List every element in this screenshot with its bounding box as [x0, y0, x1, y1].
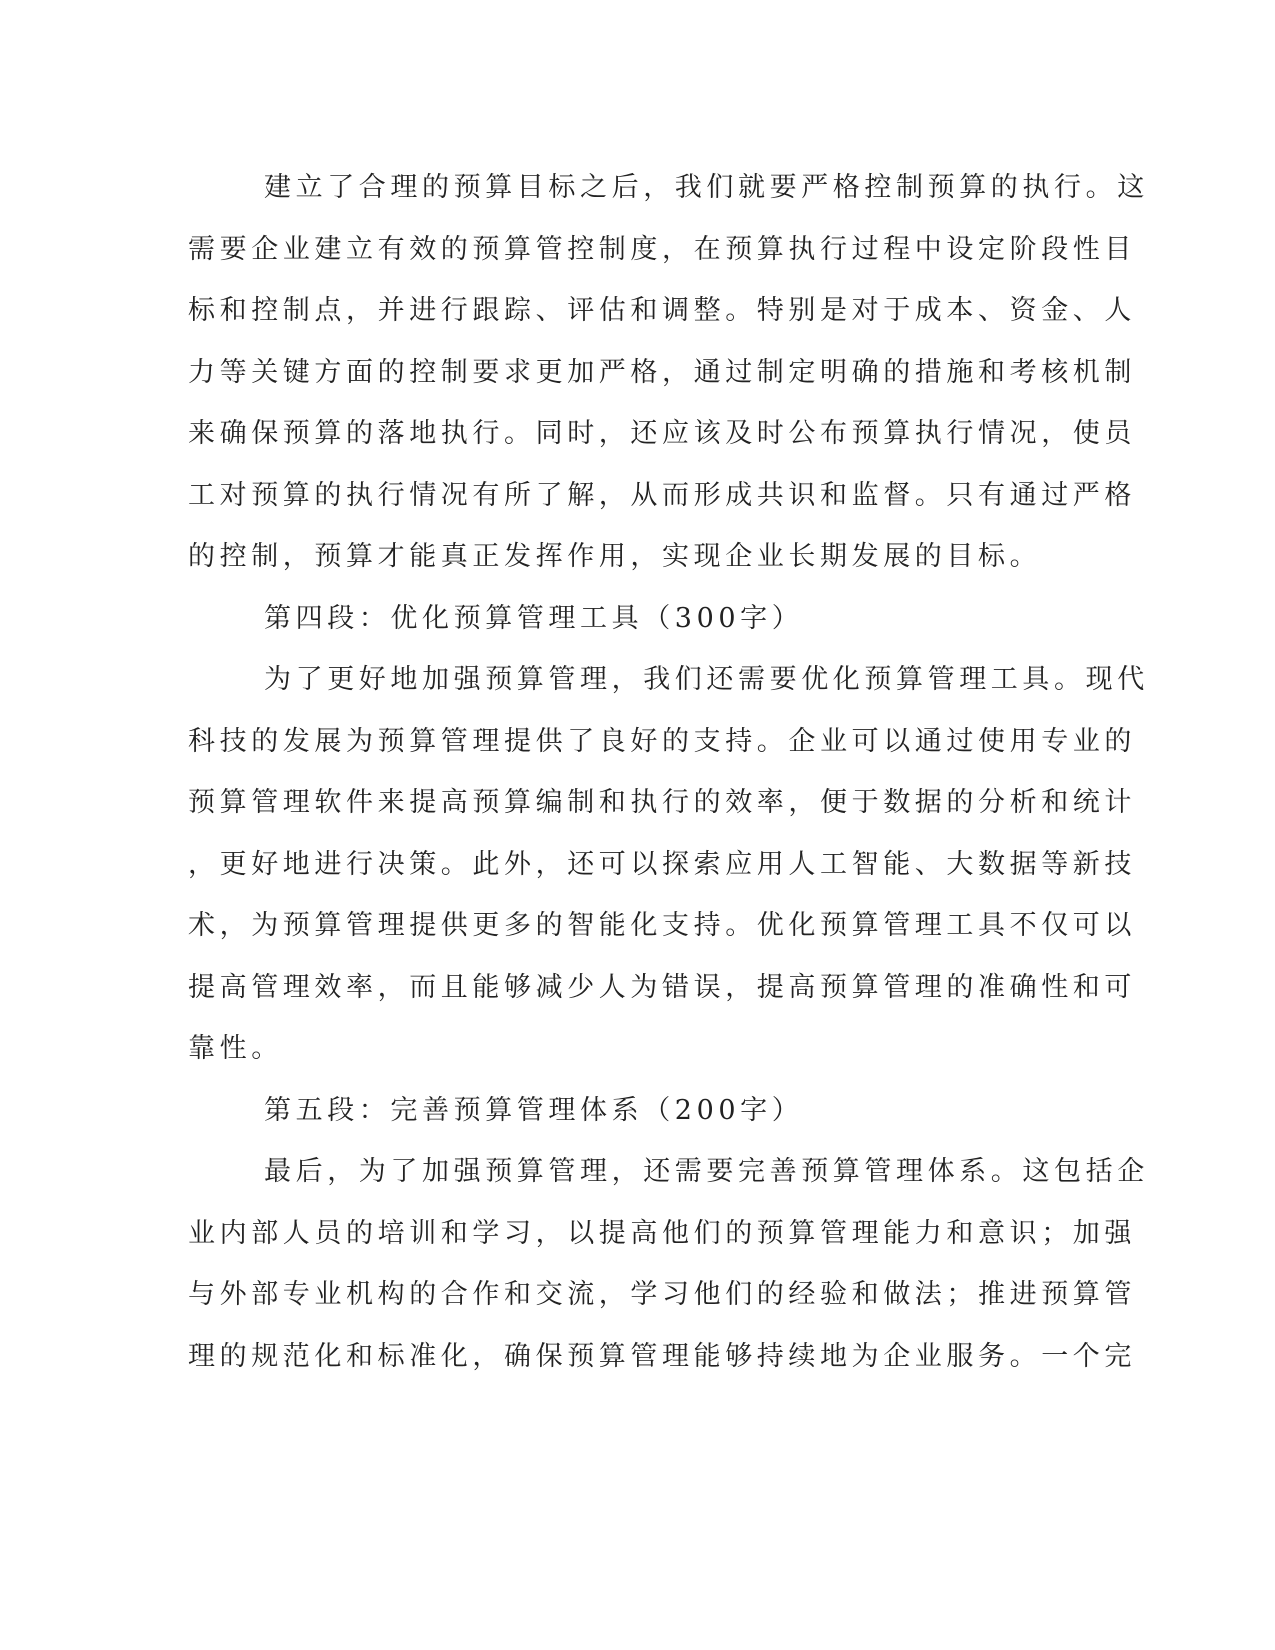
- document-body: [188, 157, 1149, 1387]
- paragraph-line: 预算管理软件来提高预算编制和执行的效率，便于数据的分析和统计: [188, 787, 1136, 818]
- paragraph-line: 最后，为了加强预算管理，还需要完善预算管理体系。这包括企: [264, 1156, 1149, 1187]
- paragraph-line: 与外部专业机构的合作和交流，学习他们的经验和做法；推进预算管: [188, 1279, 1136, 1310]
- paragraph-line: 靠性。: [188, 1033, 283, 1064]
- paragraph-line: 来确保预算的落地执行。同时，还应该及时公布预算执行情况，使员: [188, 418, 1136, 449]
- paragraph-line: 业内部人员的培训和学习，以提高他们的预算管理能力和意识；加强: [188, 1217, 1136, 1249]
- paragraph-line: ，更好地进行决策。此外，还可以探索应用人工智能、大数据等新技: [188, 848, 1136, 880]
- section-heading: 第五段：完善预算管理体系（200字）: [264, 1094, 804, 1126]
- paragraph-line: 标和控制点，并进行跟踪、评估和调整。特别是对于成本、资金、人: [188, 295, 1136, 326]
- paragraph-line: 建立了合理的预算目标之后，我们就要严格控制预算的执行。这: [264, 172, 1149, 203]
- paragraph-line: 理的规范化和标准化，确保预算管理能够持续地为企业服务。一个完: [188, 1340, 1136, 1372]
- paragraph-line: 需要企业建立有效的预算管控制度，在预算执行过程中设定阶段性目: [188, 233, 1136, 265]
- paragraph-line: 术，为预算管理提供更多的智能化支持。优化预算管理工具不仅可以: [188, 910, 1136, 941]
- paragraph-line: 工对预算的执行情况有所了解，从而形成共识和监督。只有通过严格: [188, 479, 1136, 511]
- paragraph-line: 的控制，预算才能真正发挥作用，实现企业长期发展的目标。: [188, 541, 1042, 572]
- paragraph-line: 力等关键方面的控制要求更加严格，通过制定明确的措施和考核机制: [188, 356, 1136, 388]
- section-heading: 第四段：优化预算管理工具（300字）: [264, 602, 804, 634]
- paragraph-line: 为了更好地加强预算管理，我们还需要优化预算管理工具。现代: [264, 664, 1149, 695]
- paragraph-line: 提高管理效率，而且能够减少人为错误，提高预算管理的准确性和可: [188, 971, 1136, 1003]
- paragraph-line: 科技的发展为预算管理提供了良好的支持。企业可以通过使用专业的: [188, 725, 1136, 757]
